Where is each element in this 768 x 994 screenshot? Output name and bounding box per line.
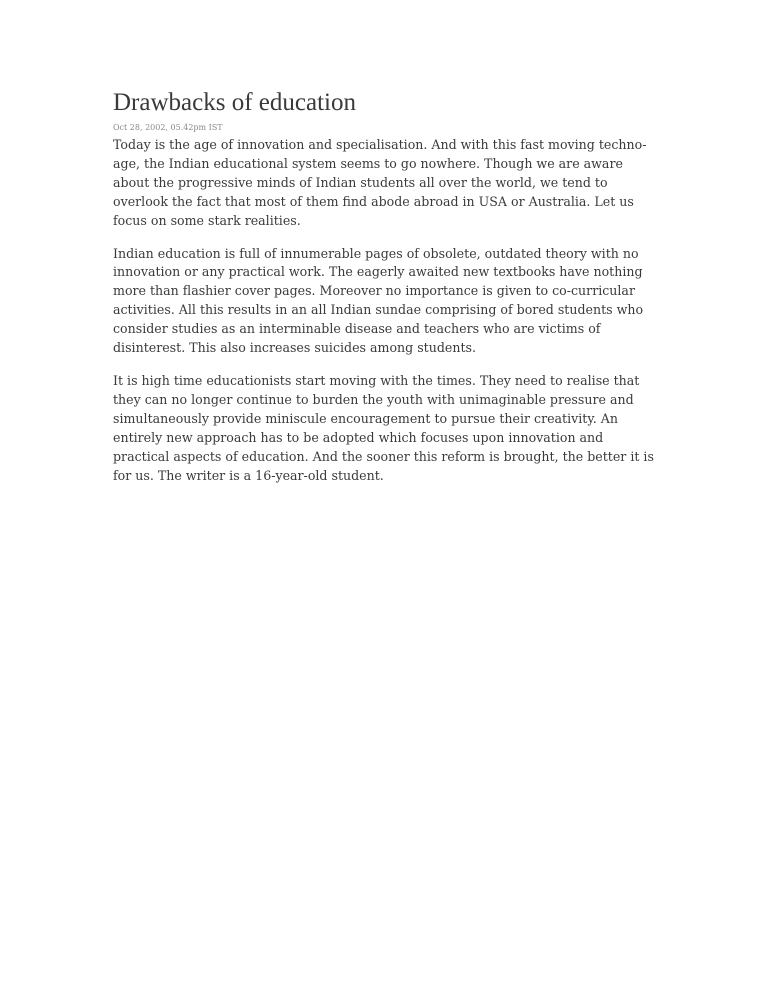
article-title: Drawbacks of education bbox=[113, 89, 356, 116]
article-paragraph-1: Today is the age of innovation and specialisation. And with this fast moving techno-age, the Indian educational system seems to go nowhere. Though we are aware about the progressive minds of Indian students all over the world, we tend to overlook the fact that most of them find abode abroad in USA or Australia. Let us focus on some stark realities. bbox=[113, 137, 647, 228]
article-paragraph-2: Indian education is full of innumerable pages of obsolete, outdated theory with no innovation or any practical work. The eagerly awaited new textbooks have nothing more than flashier cover pages. Moreover no importance is given to co-curricular activities. All this results in an all Indian sundae comprising of bored students who consider studies as an interminable disease and teachers who are victims of disinterest. This also increases suicides among students. bbox=[113, 245, 644, 356]
article-dateline: Oct 28, 2002, 05.42pm IST bbox=[113, 123, 223, 132]
article-paragraph-3: It is high time educationists start moving with the times. They need to realise that they can no longer continue to burden the youth with unimaginable pressure and simultaneously provide miniscule encouragement to pursue their creativity. An entirely new approach has to be adopted which focuses upon innovation and practical aspects of education. And the sooner this reform is brought, the better it is for us. The writer is a 16-year-old student. bbox=[113, 372, 654, 483]
article bbox=[113, 86, 658, 499]
